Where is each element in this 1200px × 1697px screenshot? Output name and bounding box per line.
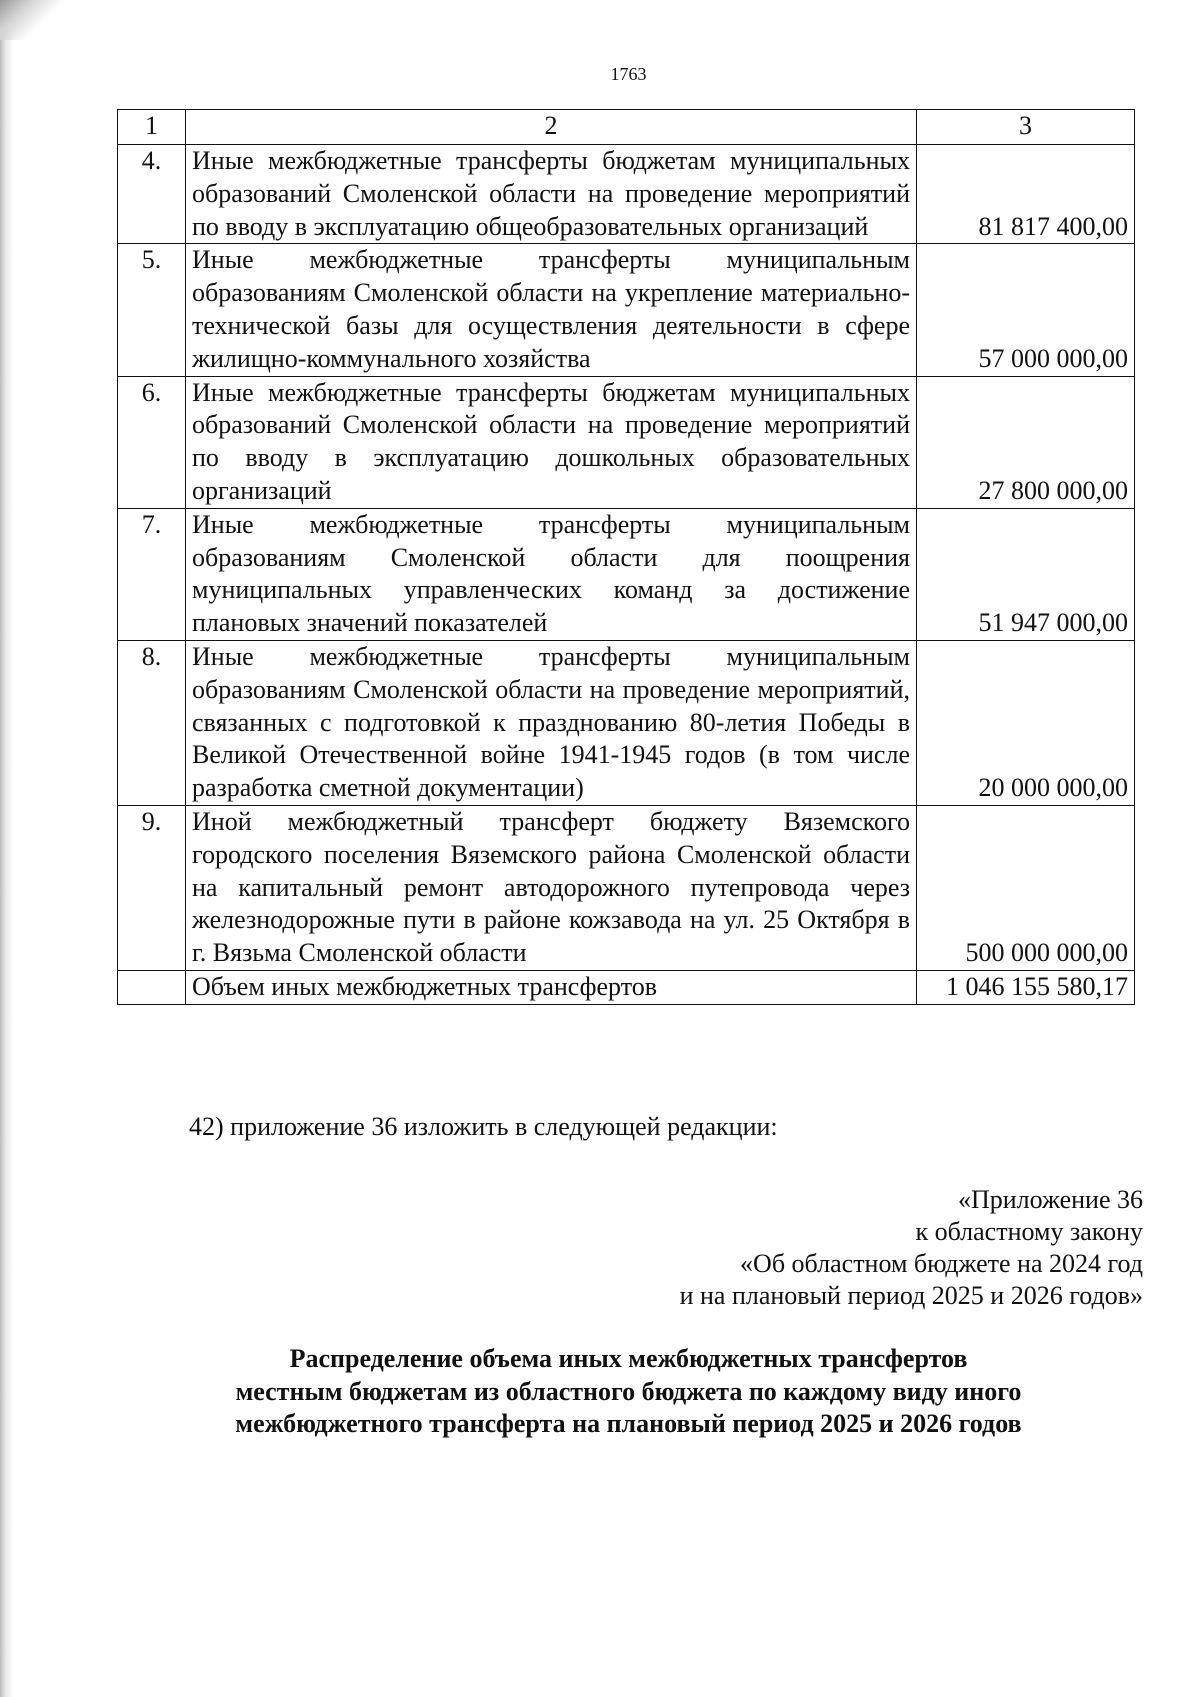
heading-line: местным бюджетам из областного бюджета по каждому виду иного: [235, 1376, 1022, 1406]
table-row: [118, 376, 1135, 508]
row-description: Иные межбюджетные трансферты бюджетам муниципальных образований Смоленской области на проведение мероприятий по вводу в эксплуатацию дошкольных образовательных организаций: [186, 376, 917, 508]
row-description: Иные межбюджетные трансферты бюджетам муниципальных образований Смоленской области на проведение мероприятий по вводу в эксплуатацию общеобразовательных организаций: [186, 145, 917, 244]
total-amount: 1 046 155 580,17: [917, 970, 1135, 1004]
table-row: [118, 640, 1135, 805]
header-cell-2: 2: [186, 110, 917, 145]
table-row: [118, 805, 1135, 970]
total-label: Объем иных межбюджетных трансфертов: [186, 970, 917, 1004]
appendix-line: и на плановый период 2025 и 2026 годов»: [679, 1281, 1143, 1310]
row-number: 8.: [118, 640, 186, 805]
appendix-line: к областному закону: [915, 1217, 1143, 1246]
row-description: Иные межбюджетные трансферты муниципальным образованиям Смоленской области на укрепление материально-технической базы для осуществления деятельности в сфере жилищно-коммунального хозяйства: [186, 244, 917, 376]
heading-line: межбюджетного трансферта на плановый период 2025 и 2026 годов: [235, 1409, 1022, 1438]
total-number-cell: [118, 970, 186, 1004]
table-row: [118, 244, 1135, 376]
scan-corner-artifact: [0, 0, 70, 40]
amendment-item-text: 42) приложение 36 изложить в следующей редакции:: [189, 1112, 778, 1141]
row-number: 7.: [118, 508, 186, 640]
header-cell-3: 3: [917, 110, 1135, 145]
row-amount: 51 947 000,00: [917, 508, 1135, 640]
row-amount: 20 000 000,00: [917, 640, 1135, 805]
page-number: 1763: [610, 64, 647, 84]
transfers-table: [117, 109, 1135, 1005]
row-description: Иные межбюджетные трансферты муниципальным образованиям Смоленской области на проведение мероприятий, связанных с подготовкой к празднованию 80-летия Победы в Великой Отечественной войне 1941-1945 годов (в том числе разработка сметной документации): [186, 640, 917, 805]
row-amount: 500 000 000,00: [917, 805, 1135, 970]
row-number: 9.: [118, 805, 186, 970]
table-header-row: [118, 110, 1135, 145]
table-row: [118, 508, 1135, 640]
section-heading: [0, 1343, 1200, 1441]
appendix-line: «Приложение 36: [957, 1185, 1143, 1214]
row-number: 4.: [118, 145, 186, 244]
row-amount: 57 000 000,00: [917, 244, 1135, 376]
row-description: Иной межбюджетный трансферт бюджету Вяземского городского поселения Вяземского района Смоленской области на капитальный ремонт автодорожного путепровода через железнодорожные пути в районе кожзавода на ул. 25 Октября в г. Вязьма Смоленской области: [186, 805, 917, 970]
header-cell-1: 1: [118, 110, 186, 145]
row-amount: 27 800 000,00: [917, 376, 1135, 508]
row-amount: 81 817 400,00: [917, 145, 1135, 244]
row-number: 6.: [118, 376, 186, 508]
appendix-reference: [680, 1184, 1143, 1312]
row-description: Иные межбюджетные трансферты муниципальным образованиям Смоленской области для поощрения муниципальных управленческих команд за достижение плановых значений показателей: [186, 508, 917, 640]
table-total-row: [118, 970, 1135, 1004]
appendix-line: «Об областном бюджете на 2024 год: [740, 1249, 1143, 1278]
table-row: [118, 145, 1135, 244]
heading-line: Распределение объема иных межбюджетных трансфертов: [289, 1344, 968, 1373]
scan-edge-shadow: [0, 0, 14, 1697]
row-number: 5.: [118, 244, 186, 376]
